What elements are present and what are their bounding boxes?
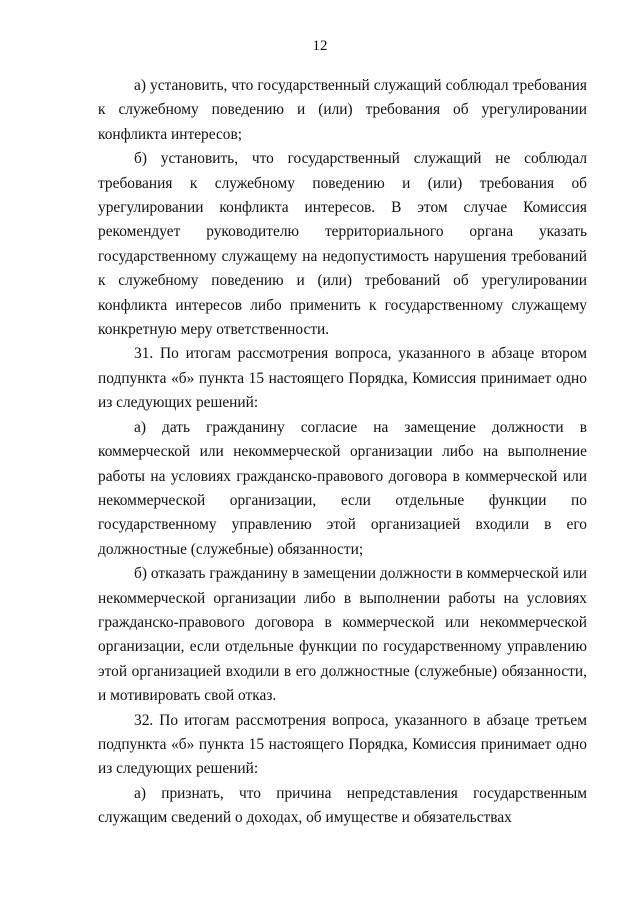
paragraph-31a: а) дать гражданину согласие на замещение должности в коммерческой или некоммерческой организации либо на выполнение работы на условиях гражданско-правового договора в коммерческой или некоммерческой организации, если отдельные функции по государственному управлению этой организацией входили в его должностные (служебные) обязанности; — [98, 418, 587, 558]
paragraph-31: 31. По итогам рассмотрения вопроса, указанного в абзаце втором подпункта «б» пункта 15 настоящего Порядка, Комиссия принимает одно из следующих решений: — [98, 345, 587, 412]
paragraph-31b: б) отказать гражданину в замещении должности в коммерческой или некоммерческой организации либо в выполнении работы на условиях гражданско-правового договора в коммерческой или некоммерческой организации, если отдельные функции по государственному управлению этой организацией входили в его должностные (служебные) обязанности, и мотивировать свой отказ. — [98, 565, 587, 705]
page-number: 12 — [312, 38, 328, 54]
paragraph-30b: б) установить, что государственный служащий не соблюдал требования к служебному поведению и (или) требования об урегулировании конфликта интересов. В этом случае Комиссия рекомендует руководителю территориального органа указать государственному служащему на недопустимость нарушения требований к служебному поведению и (или) требований об урегулировании конфликта интересов либо применить к государственному служащему конкретную меру ответственности. — [98, 150, 587, 339]
paragraph-32: 32. По итогам рассмотрения вопроса, указанного в абзаце третьем подпункта «б» пункта 15 настоящего Порядка, Комиссия принимает одно из следующих решений: — [98, 711, 587, 778]
paragraph-30a: а) установить, что государственный служащий соблюдал требования к служебному поведению и (или) требования об урегулировании конфликта интересов; — [98, 77, 587, 143]
document-body — [98, 74, 587, 831]
paragraph-32a: а) признать, что причина непредставления государственным служащим сведений о доходах, об имуществе и обязательствах — [98, 784, 587, 827]
